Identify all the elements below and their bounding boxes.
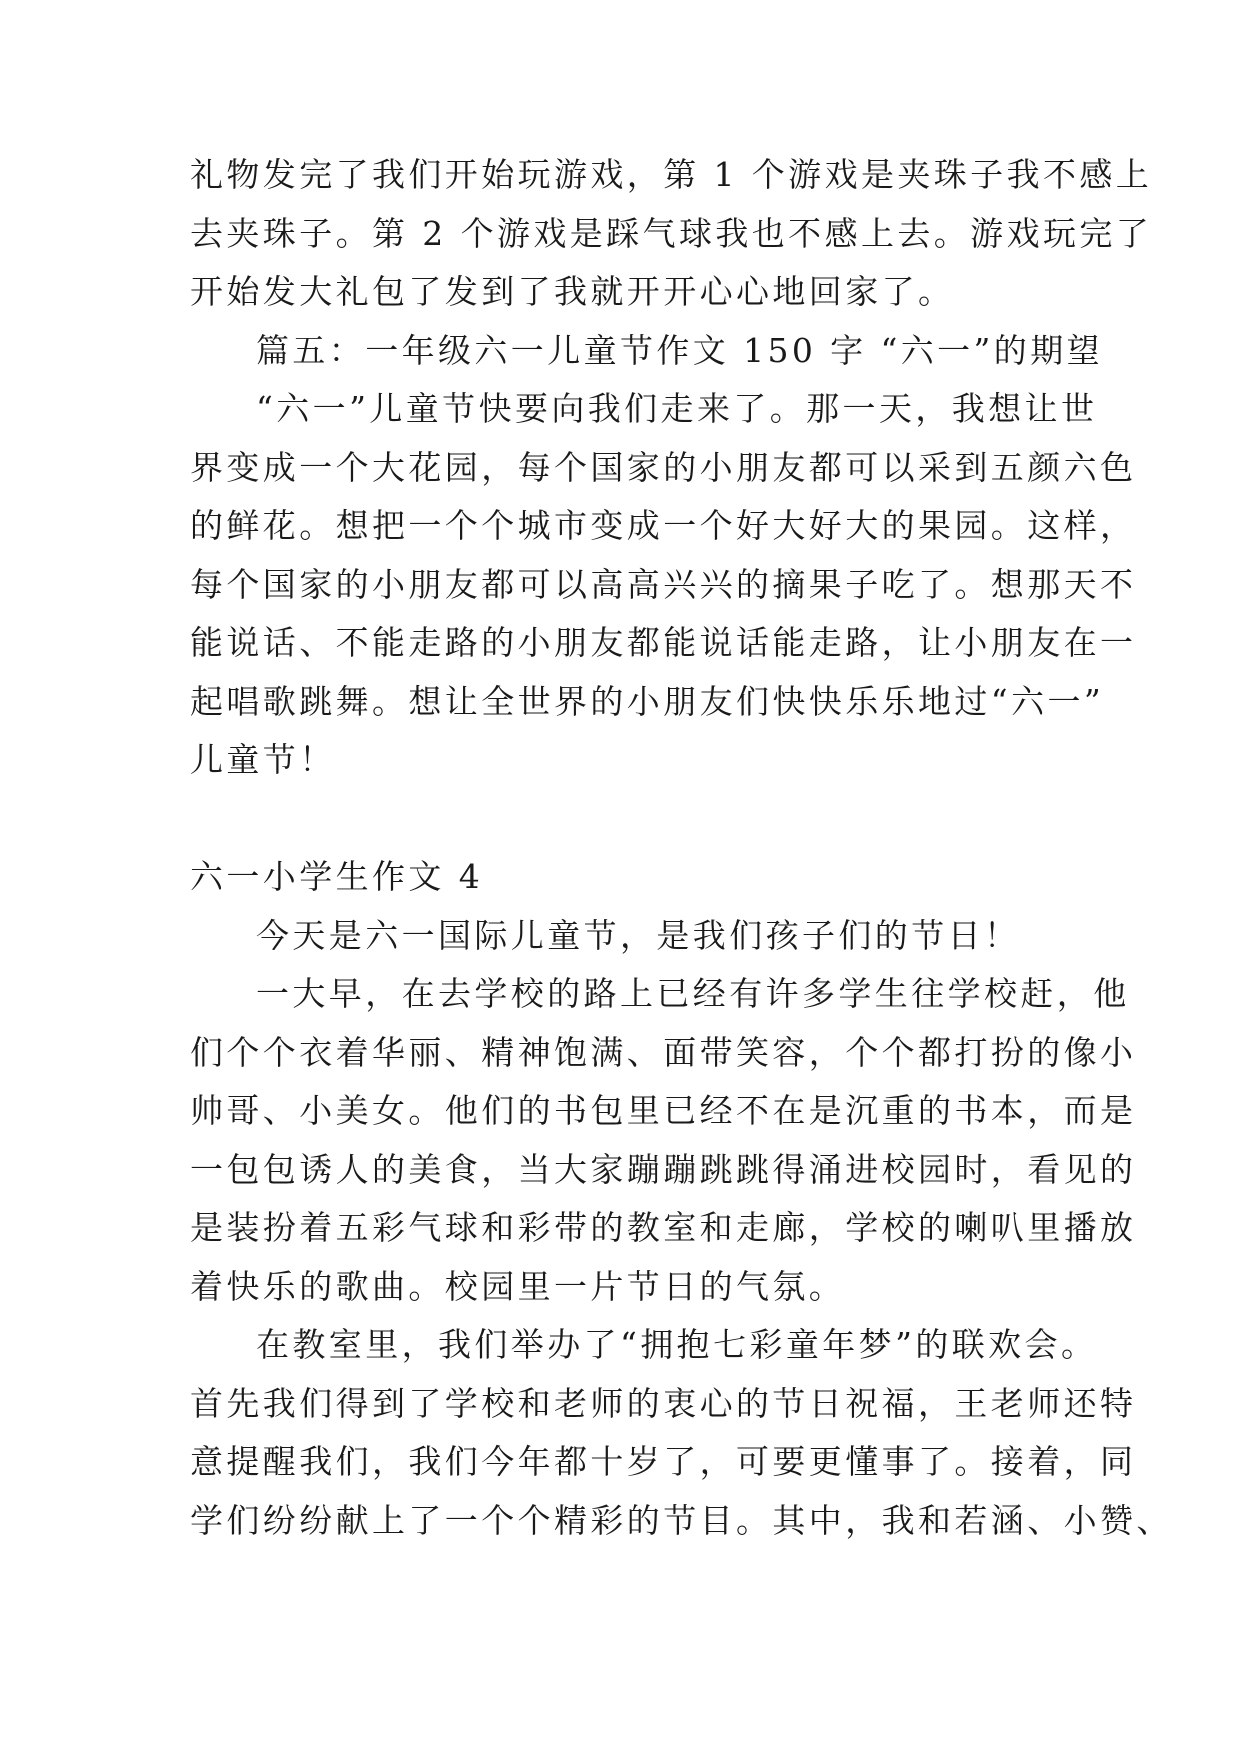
text-line: 一包包诱人的美食，当大家蹦蹦跳跳得涌进校园时，看见的 [190, 1149, 1137, 1189]
text-line: 帅哥、小美女。他们的书包里已经不在是沉重的书本，而是 [190, 1091, 1137, 1130]
text-line: 着快乐的歌曲。校园里一片节日的气氛。 [190, 1266, 846, 1306]
essay-heading: 篇五：一年级六一儿童节作文 150 字 “六一”的期望 [256, 330, 1103, 370]
blank-line [190, 790, 1070, 849]
text-line: 每个国家的小朋友都可以高高兴兴的摘果子吃了。想那天不 [190, 564, 1137, 604]
text-line: 界变成一个大花园，每个国家的小朋友都可以采到五颜六色 [190, 447, 1137, 487]
text-line: 的鲜花。想把一个个城市变成一个好大好大的果园。这样， [190, 506, 1137, 545]
text-line: 开始发大礼包了发到了我就开开心心地回家了。 [190, 272, 955, 311]
text-line: 能说话、不能走路的小朋友都能说话能走路，让小朋友在一 [190, 623, 1137, 662]
text-line: 今天是六一国际儿童节，是我们孩子们的节日！ [256, 915, 1021, 955]
text-line: “六一”儿童节快要向我们走来了。那一天，我想让世 [256, 389, 1098, 428]
text-line: 们个个衣着华丽、精神饱满、面带笑容，个个都打扮的像小 [190, 1032, 1137, 1072]
text-line: 礼物发完了我们开始玩游戏，第 1 个游戏是夹珠子我不感上 [190, 155, 1153, 194]
text-line: 去夹珠子。第 2 个游戏是踩气球我也不感上去。游戏玩完了 [190, 213, 1153, 253]
text-line: 是装扮着五彩气球和彩带的教室和走廊，学校的喇叭里播放 [190, 1208, 1137, 1247]
document-page [190, 146, 1173, 1550]
text-line: 一大早，在去学校的路上已经有许多学生往学校赶，他 [256, 974, 1130, 1013]
text-line: 在教室里，我们举办了“拥抱七彩童年梦”的联欢会。 [256, 1325, 1098, 1364]
text-line: 首先我们得到了学校和老师的衷心的节日祝福，王老师还特 [190, 1383, 1137, 1423]
text-line: 起唱歌跳舞。想让全世界的小朋友们快快乐乐地过“六一” [190, 681, 1105, 721]
section-title: 六一小学生作文 4 [190, 857, 484, 896]
text-line: 儿童节！ [190, 740, 336, 779]
text-line: 学们纷纷献上了一个个精彩的节目。其中，我和若涵、小赞、 [190, 1500, 1173, 1540]
text-line: 意提醒我们，我们今年都十岁了，可要更懂事了。接着，同 [190, 1442, 1137, 1481]
